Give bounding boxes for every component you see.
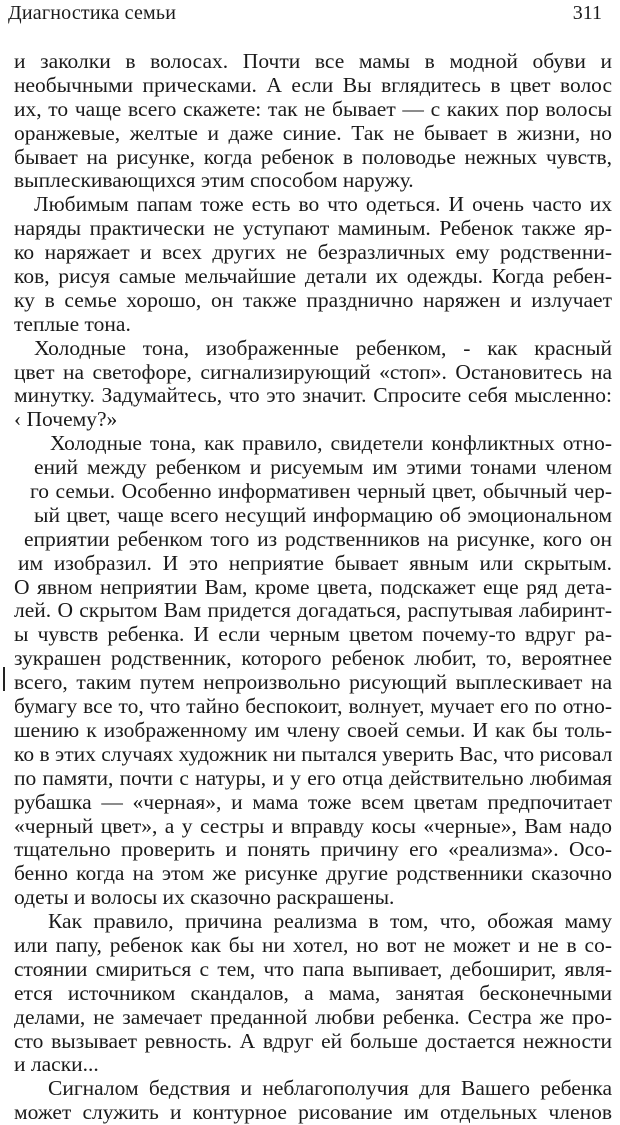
text-line: оранжевые, желтые и даже синие. Так не бывает в жизни, но bbox=[14, 120, 612, 145]
text-line: ый цвет, чаще всего несущий информацию об эмоциональном bbox=[34, 502, 612, 527]
text-line: ы чувств ребенка. И если черным цветом почему-то вдруг ра- bbox=[14, 622, 612, 647]
text-line: лей. О скрытом Вам придется догадаться, распутывая лабиринт- bbox=[14, 598, 612, 623]
text-line: цвет на светофоре, сигнализирующий «стоп». Остановитесь на bbox=[14, 359, 612, 384]
text-line: тщательно проверить и понять причину его «реализма». Осо- bbox=[14, 837, 612, 862]
text-line: О явном неприятии Вам, кроме цвета, подскажет еще ряд дета- bbox=[14, 574, 612, 599]
text-line: бумагу все то, что тайно беспокоит, волнует, мучает его по отно- bbox=[14, 694, 612, 719]
text-line: и ласки... bbox=[14, 1052, 99, 1077]
body-text bbox=[14, 50, 612, 1125]
text-line: ко в этих случаях художник ни пытался уверить Вас, что рисовал bbox=[14, 741, 613, 766]
text-line: минутку. Задумайтесь, что это значит. Спросите себя мысленно: bbox=[14, 383, 612, 408]
text-line: им изобразил. И это неприятие бывает явным или скрытым. bbox=[18, 550, 612, 575]
text-line: их, то чаще всего скажете: так не бывает — с каких пор волосы bbox=[14, 96, 612, 121]
text-line: зукрашен родственник, которого ребенок любит, то, вероятнее bbox=[14, 646, 612, 671]
text-line: еприятии ребенком того из родственников на рисунке, кого он bbox=[24, 526, 612, 551]
text-line: наряды практически не уступают маминым. Ребенок также яр- bbox=[14, 216, 612, 241]
text-line: или папу, ребенок как бы ни хотел, но вот не может и не в со- bbox=[14, 932, 612, 957]
text-line: Сигналом бедствия и неблагополучия для Вашего ребенка bbox=[48, 1076, 612, 1101]
text-line: по памяти, почти с натуры, и у его отца действительно любимая bbox=[14, 765, 612, 790]
text-line: ку в семье хорошо, он также празднично наряжен и излучает bbox=[14, 287, 612, 312]
text-line: ‹ Почему?» bbox=[14, 407, 118, 432]
text-line: всего, таким путем непроизвольно рисующий выплескивает на bbox=[14, 670, 612, 695]
text-line: ков, рисуя самые мельчайшие детали их одежды. Когда ребен- bbox=[14, 264, 612, 289]
text-line: может служить и контурное рисование им отдельных членов bbox=[14, 1100, 612, 1125]
text-line: теплые тона. bbox=[14, 311, 131, 336]
text-line: сто вызывает ревность. А вдруг ей больше достается нежности bbox=[14, 1028, 612, 1053]
text-line: Любимым папам тоже есть во что одеться. И очень часто их bbox=[34, 192, 612, 217]
text-line: ений между ребенком и рисуемым им этими тонами членом bbox=[34, 455, 612, 480]
text-line: необычными прическами. А если Вы вглядитесь в цвет волос bbox=[14, 72, 612, 97]
text-line: делами, не замечает преданной любви ребенка. Сестра же про- bbox=[14, 1004, 612, 1029]
running-header bbox=[8, 2, 608, 32]
text-line: го семьи. Особенно информативен черный цвет, обычный чер- bbox=[30, 479, 612, 504]
text-line: шению к изображенному им члену своей семьи. И как бы толь- bbox=[14, 717, 612, 742]
text-line: бывает на рисунке, когда ребенок в половодье нежных чувств, bbox=[14, 144, 612, 169]
text-line: и заколки в волосах. Почти все мамы в модной обуви и bbox=[14, 49, 612, 73]
text-line: выплескивающихся этим способом наружу. bbox=[14, 168, 414, 193]
text-line: ко наряжает и всех других не безразличных ему родственни- bbox=[14, 240, 612, 265]
text-line: бенно когда на этом же рисунке другие родственники сказочно bbox=[14, 861, 612, 886]
text-line: Как правило, причина реализма в том, что, обожая маму bbox=[48, 909, 612, 934]
text-line: Холодные тона, изображенные ребенком, - как красный bbox=[34, 335, 612, 360]
text-line: «черный цвет», а у сестры и вправду косы «черные», Вам надо bbox=[14, 813, 612, 838]
margin-mark bbox=[3, 667, 5, 691]
text-line: рубашка — «черная», и мама тоже всем цветам предпочитает bbox=[14, 789, 612, 814]
text-line: одеты и волосы их сказочно раскрашены. bbox=[14, 885, 395, 910]
chapter-title: Диагностика семьи bbox=[8, 2, 177, 24]
text-line: ется источником скандалов, а мама, занятая бесконечными bbox=[14, 980, 612, 1005]
text-line: Холодные тона, как правило, свидетели конфликтных отно- bbox=[50, 431, 612, 456]
page-number: 311 bbox=[572, 2, 602, 24]
text-line: стоянии смириться с тем, что папа выпивает, дебоширит, явля- bbox=[14, 956, 612, 981]
